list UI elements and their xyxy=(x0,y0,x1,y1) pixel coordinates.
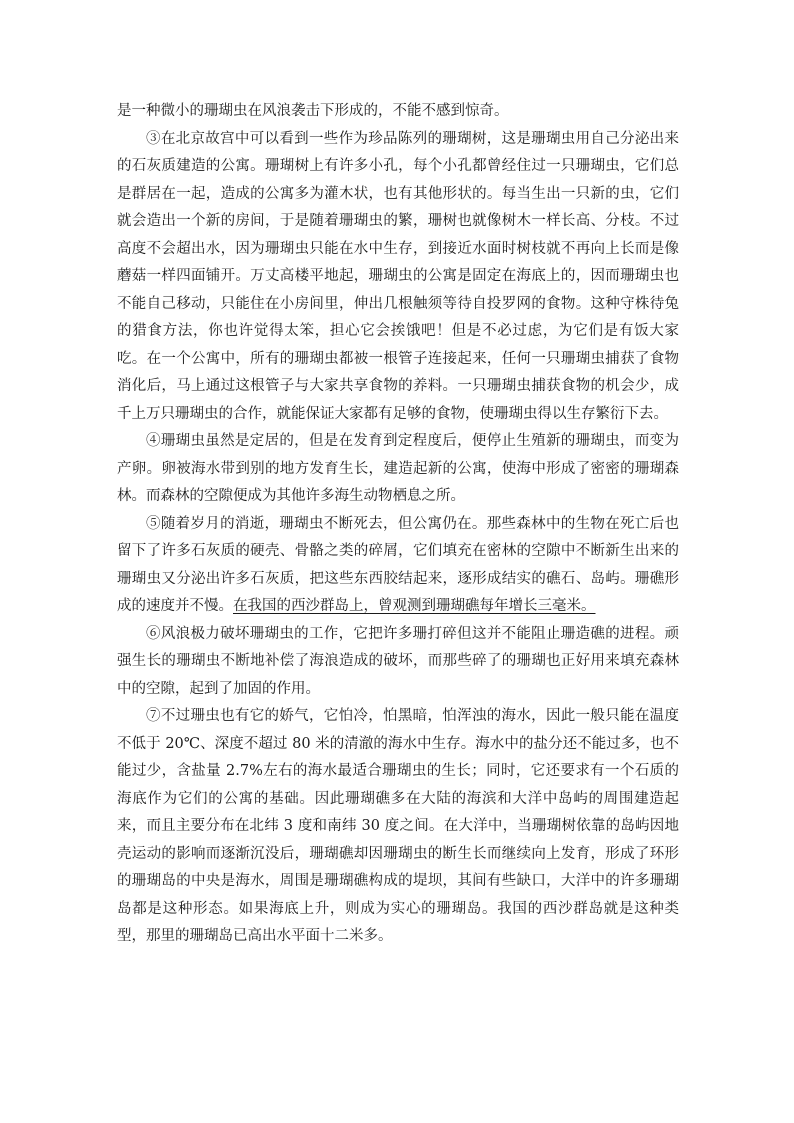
paragraph-6: ⑥风浪极力破坏珊瑚虫的工作，它把许多珊打碎但这并不能阻止珊造礁的进程。顽强生长的珊瑚虫不断地补偿了海浪造成的破坏，而那些碎了的珊瑚也正好用来填充森林中的空隙，起到了加固的作用。 xyxy=(117,625,679,697)
document-page xyxy=(117,98,679,951)
paragraph-continuation: 是一种微小的珊瑚虫在风浪袭击下形成的，不能不感到惊奇。 xyxy=(117,103,509,119)
paragraph-5 xyxy=(117,511,679,621)
paragraph-7: ⑦不过珊虫也有它的娇气，它怕冷，怕黑暗，怕浑浊的海水，因此一般只能在温度不低于 20℃、深度不超过 80 米的清澈的海水中生存。海水中的盐分还不能过多，也不能过少，含盐量 2.7%左右的海水最适合珊瑚虫的生长；同时，它还要求有一个石质的海底作为它们的公寓的基础。因此珊瑚礁多在大陆的海滨和大洋中岛屿的周围建造起来，而且主要分布在北纬 3 度和南纬 30 度之间。在大洋中，当珊瑚树依靠的岛屿因地壳运动的影响而逐渐沉没后，珊瑚礁却因珊瑚虫的断生长而继续向上发育，形成了环形的珊瑚岛的中央是海水，周围是珊瑚礁构成的堤坝，其间有些缺口，大洋中的许多珊瑚岛都是这种形态。如果海底上升，则成为实心的珊瑚岛。我国的西沙群岛就是这种类型，那里的珊瑚岛已高出水平面十二米多。 xyxy=(117,708,679,944)
paragraph-5-text: ⑤随着岁月的消逝，珊瑚虫不断死去，但公寓仍在。那些森林中的生物在死亡后也留下了许多石灰质的硬壳、骨骼之类的碎屑，它们填充在密林的空隙中不断新生出来的珊瑚虫又分泌出许多石灰质，把这些东西胶结起来，逐形成结实的礁石、岛屿。珊礁形成的速度并不慢。 xyxy=(117,515,679,614)
underlined-sentence: 在我国的西沙群岛上，曾观测到珊瑚礁每年增长三毫米。 xyxy=(233,598,596,614)
paragraph-3: ③在北京故宫中可以看到一些作为珍品陈列的珊瑚树，这是珊瑚虫用自己分泌出来的石灰质建造的公寓。珊瑚树上有许多小孔，每个小孔都曾经住过一只珊瑚虫，它们总是群居在一起，造成的公寓多为灌木状，也有其他形状的。每当生出一只新的虫，它们就会造出一个新的房间，于是随着珊瑚虫的繁，珊树也就像树木一样长高、分枝。不过高度不会超出水，因为珊瑚虫只能在水中生存，到接近水面时树枝就不再向上长而是像蘑菇一样四面铺开。万丈高楼平地起，珊瑚虫的公寓是固定在海底上的，因而珊瑚虫也不能自己移动，只能住在小房间里，伸出几根触须等待自投罗网的食物。这种守株待兔的猎食方法，你也许觉得太笨，担心它会挨饿吧！但是不必过虑，为它们是有饭大家吃。在一个公寓中，所有的珊瑚虫都被一根管子连接起来，任何一只珊瑚虫捕获了食物消化后，马上通过这根管子与大家共享食物的养料。一只珊瑚虫捕获食物的机会少，成千上万只珊瑚虫的合作，就能保证大家都有足够的食物，使珊瑚虫得以生存繁衍下去。 xyxy=(117,130,679,422)
paragraph-4: ④珊瑚虫虽然是定居的，但是在发育到定程度后，便停止生殖新的珊瑚虫，而变为产卵。卵被海水带到别的地方发育生长，建造起新的公寓，使海中形成了密密的珊瑚森林。而森林的空隙便成为其他许多海生动物栖息之所。 xyxy=(117,433,679,504)
